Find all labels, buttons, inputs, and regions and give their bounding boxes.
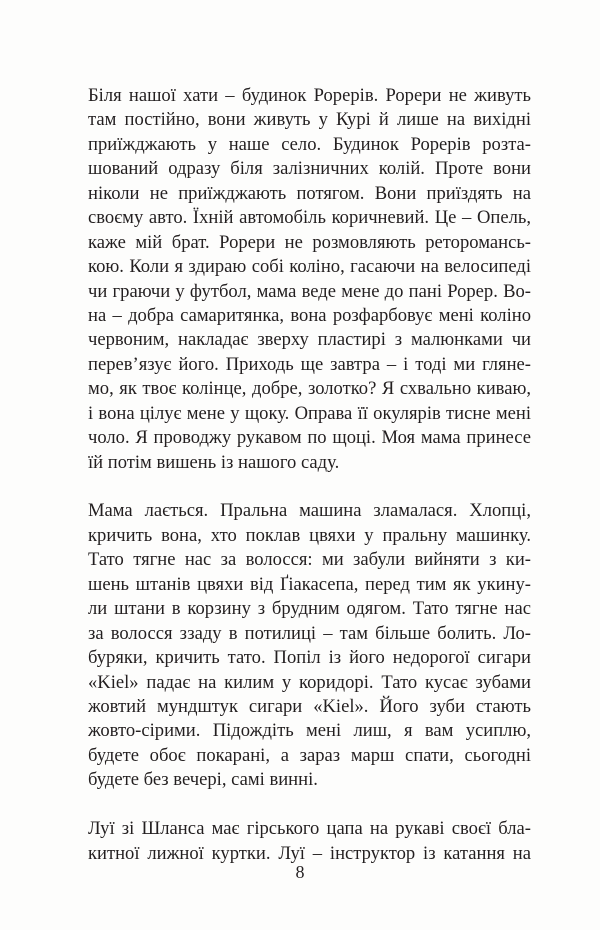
text-line: шований одразу біля залізничних колій. Проте вони — [88, 158, 531, 180]
paragraph — [88, 84, 531, 475]
text-line: чи граючи у футбол, мама веде мене до пані Рорер. Во- — [88, 280, 531, 302]
text-line: жовтий мундштук сигари «Kiel». Його зуби стають — [88, 695, 531, 717]
text-line: за волосся ззаду в потилиці – там більше болить. Ло- — [88, 622, 531, 644]
text-line: будете без вечері, самі винні. — [88, 769, 318, 791]
text-line: мо, як твоє колінце, добре, золотко? Я схвально киваю, — [88, 378, 531, 400]
text-line: перев’язує його. Приходь ще завтра – і тоді ми гляне- — [88, 353, 531, 375]
text-line: ли штани в корзину з брудним одягом. Тато тягне нас — [88, 598, 531, 620]
text-line: чоло. Я проводжу рукавом по щоці. Моя мама принесе — [88, 427, 531, 449]
text-line: буряки, кричить тато. Попіл із його недорогої сигари — [88, 647, 531, 669]
text-line: Тато тягне нас за волосся: ми забули вийняти з ки- — [88, 549, 531, 571]
text-line: Луї зі Шланса має гірського цапа на рукаві своєї бла- — [88, 818, 531, 840]
paragraph — [88, 817, 531, 866]
text-line: там постійно, вони живуть у Курі й лише на вихідні — [88, 109, 531, 131]
text-line: шень штанів цвяхи від Ґіакасепа, перед тим як укину- — [88, 573, 531, 595]
text-line: кою. Коли я здираю собі коліно, гасаючи на велосипеді — [88, 256, 531, 278]
text-line: приїжджають у наше село. Будинок Рорерів розта- — [88, 133, 531, 155]
text-line: «Kiel» падає на килим у коридорі. Тато кусає зубами — [88, 671, 531, 693]
text-line: жовто-сірими. Підождіть мені лиш, я вам усиплю, — [88, 720, 531, 742]
text-line: Мама лається. Пральна машина зламалася. Хлопці, — [88, 500, 531, 522]
text-line: на – добра самаритянка, вона розфарбовує мені коліно — [88, 304, 531, 326]
text-line: кричить вона, хто поклав цвяхи у пральну машинку. — [88, 524, 531, 546]
text-line: ніколи не приїжджають потягом. Вони приїздять на — [88, 182, 531, 204]
text-line: і вона цілує мене у щоку. Оправа її окулярів тисне мені — [88, 402, 531, 424]
page-body — [88, 84, 531, 890]
text-line: китної лижної куртки. Луї – інструктор із катання на — [88, 842, 531, 864]
text-line: Біля нашої хати – будинок Рорерів. Рорери не живуть — [88, 85, 531, 106]
paragraph — [88, 499, 531, 792]
text-line: своєму авто. Їхній автомобіль коричневий. Це – Опель, — [88, 207, 531, 229]
text-line: будете обоє покарані, а зараз марш спати, сьогодні — [88, 744, 531, 766]
page-number: 8 — [295, 862, 305, 882]
text-line: каже мій брат. Рорери не розмовляють реторомансь- — [88, 231, 531, 253]
text-line: їй потім вишень із нашого саду. — [88, 451, 340, 473]
text-line: червоним, накладає зверху пластирі з малюнками чи — [88, 329, 531, 351]
